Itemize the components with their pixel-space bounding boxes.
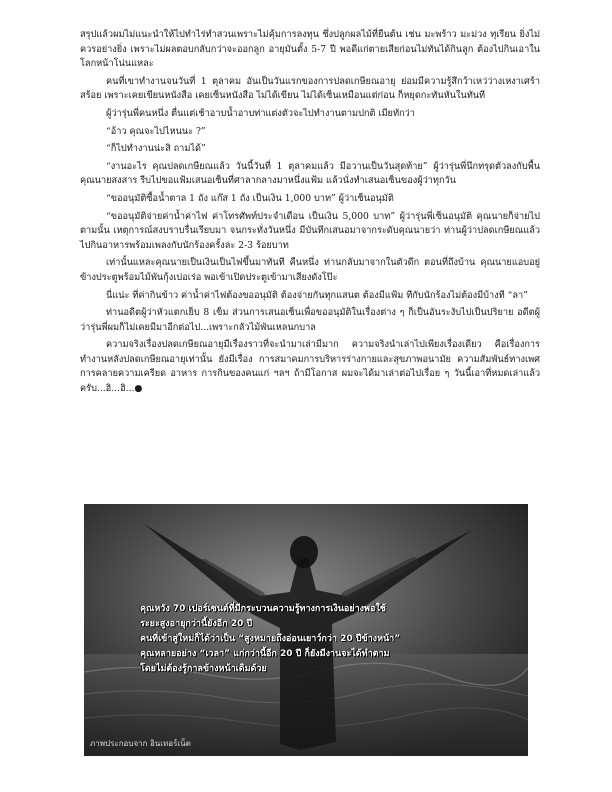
caption-line: คุณหลายอย่าง “เวลา” แก่กว่านี้อีก 20 ปี ก็ยังมีงานจะได้ทำตาม bbox=[140, 649, 390, 659]
paragraph: ผู้ว่ารุ่นพี่คนหนึ่ง ตื่นแต่เช้าอาบน้ำอาบท่าแต่งตัวจะไปทำงานตามปกติ เมียทักว่า bbox=[106, 107, 415, 119]
paragraph: “ขออนุมัติซื้อน้ำตาล 1 ถัง แก๊ส 1 ถัง เป็นเงิน 1,000 บาท” ผู้ว่าเซ็นอนุมัติ bbox=[106, 192, 394, 204]
paragraph: “งานอะไร คุณปลดเกษียณแล้ว วันนี้วันที่ 1 ตุลาคมแล้ว มีอวานเป็นวันสุดท้าย” ผู้ว่ารุ่นพี่นึกทรุดตัวลงกับพื้น คุณนายสงสาร รีบไปขอแฟ้มเสนอเซ็นที่ศาลากลางมาหนึ่งแฟ้ม แล้วนั่งทำเสนอเซ็นของผู้ว่าทุกวัน bbox=[80, 160, 540, 187]
paragraph: “ขออนุมัติจ่ายค่าน้ำค่าไฟ ค่าโทรศัพท์ประจำเดือน เป็นเงิน 5,000 บาท” ผู้ว่ารุ่นพี่เซ็นอนุมัติ คุณนายก็จ่ายไปตามนั้น เหตุการณ์สงบราบรื่นเรียบมา จนกระทั่งวันหนึ่ง มีบันทึกเสนอมาจากระดับคุณนายว่า ท่านผู้ว่าปลดเกษียณแล้ว ไปกินอาหารพร้อมเพลงกับนักร้องครั้งละ 2-3 ร้อยบาท bbox=[80, 210, 540, 251]
dialogue-line: “อ้าว คุณจะไปไหนนะ ?” bbox=[106, 125, 206, 137]
paragraph: คนที่เขาทำงานจนวันที่ 1 ตุลาคม อันเป็นวันแรกของการปลดเกษียณอายุ ย่อมมีความรู้สึกว้าเหว่ว่างเหงาเศร้าสร้อย เพราะเคยเขียนหนังสือ เคยเซ็นหนังสือ ไม่ได้เขียน ไม่ได้เซ็นเหมือนแต่ก่อน ก็หยุดกะทันหันในทันที bbox=[80, 75, 540, 102]
photo-caption bbox=[140, 602, 470, 677]
photo-credit: ภาพประกอบจาก อินเทอร์เน็ต bbox=[90, 739, 191, 748]
caption-line: คนที่เข้าสู่ใหม่ก็ได้ว่าเป็น “สูงหมายถึงอ่อนเยาว์กว่า 20 ปีข้างหน้า” bbox=[140, 634, 401, 644]
paragraph: สรุปแล้วผมไม่แนะนำให้ไปทำไร่ทำสวนเพราะไม่คุ้มการลงทุน ซึ่งปลูกผลไม้ที่ยืนต้น เช่น มะพร้าว มะม่วง ทุเรียน ยิ่งไม่ควรอย่างยิ่ง เพราะไม่ผลตอบกลับกว่าจะออกลูก อายุมันตั้ง 5-7 ปี พอดีแก่ตายเสียก่อนไม่ทันได้กินลูก ต้องไปกินเอาในโลกหน้าโน่นแหละ bbox=[80, 29, 540, 70]
paragraph: ความจริงเรื่องปลดเกษียณอายุมีเรื่องราวที่จะนำมาเล่ามีมาก ความจริงนำเล่าไปเพียงเรื่องเดียว คือเรื่องการทำงานหลังปลดเกษียณอายุเท่านั้น ยังมีเรื่อง การสมาคมการบริหารร่างกายและสุขภาพอนามัย ความสัมพันธ์ทางเพศ การคลายความเครียด อาหาร การกินของคนแก่ ฯลฯ ถ้ามีโอกาส ผมจะได้มาเล่าต่อไปเรื่อย ๆ วันนี้เอาที่หมดเล่าแล้วครับ...ฮิ...ฮิ...● bbox=[80, 339, 540, 395]
dialogue-line: “ก็ไปทำงานน่ะสิ ถามได้” bbox=[106, 143, 206, 155]
article-body bbox=[80, 28, 540, 400]
paragraph: เท่านั้นแหละคุณนายเป็นเงินเป็นไฟขึ้นมาทันที คืนหนึ่ง ท่านกลับมาจากในตัวดึก ตอนที่ถึงบ้าน คุณนายแอบอยู่ข้างประตูพร้อมไม้พันกุ้งเบ่อเร่อ พอเข้าเปิดประตูเข้ามาเสียงดังโป๊ะ bbox=[80, 257, 540, 283]
paragraph: นี่แน่ะ ที่ค่ากินข้าว ค่าน้ำค่าไฟต้องขออนุมัติ ต้องจ่ายกันทุกแสนต ต้องมีแฟ้ม ทีกับนักร้องไม่ต้องมีบ้างที “ลา” bbox=[106, 289, 528, 301]
paragraph: ท่านอดีตผู้ว่าหัวแตกเย็บ 8 เข็ม ส่วนการเสนอเซ็นเพื่อขออนุมัติในเรื่องต่าง ๆ ก็เป็นอันระงับไปเป็นปริยาย อดีตผู้ว่ารุ่นพี่ผมก็ไม่เคยมีมาอีกต่อไป...เพราะกลัวไม้พันเหลนกบาล bbox=[80, 307, 540, 333]
caption-line: โดยไม่ต้องรู้กาลข้างหน้าเดิมด้วย bbox=[140, 664, 267, 674]
article-photo bbox=[84, 504, 528, 756]
caption-line: ระยะสูงอายุกว่านี้ยังอีก 20 ปี bbox=[140, 619, 253, 629]
caption-line: คุณหวัง 70 เปอร์เซนต์ที่มีกระบวนความรู้ทางการเงินอย่างพอใช้ bbox=[140, 604, 386, 614]
